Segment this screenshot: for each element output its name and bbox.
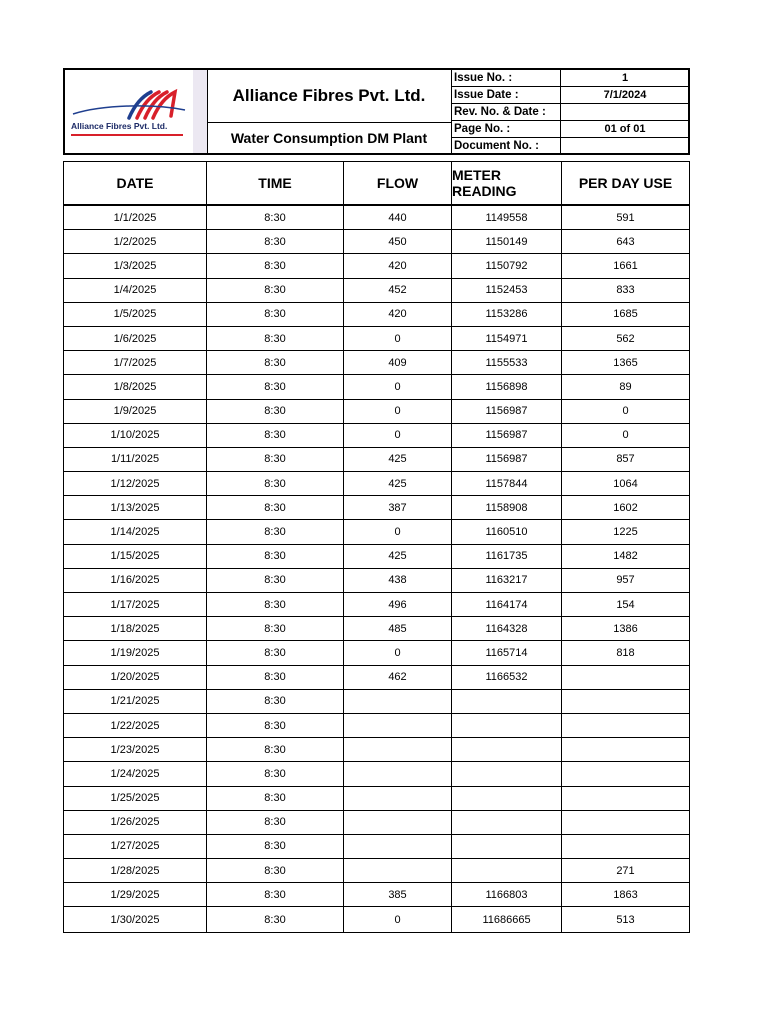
table-cell: 1163217: [452, 569, 562, 592]
table-row: [64, 907, 689, 931]
table-cell: [344, 738, 452, 761]
table-cell: 1/8/2025: [64, 375, 207, 398]
water-consumption-table: [63, 161, 690, 933]
table-cell: 89: [619, 380, 632, 393]
table-cell: 643: [616, 235, 635, 248]
table-cell: 1/7/2025: [64, 351, 207, 374]
table-row: [64, 787, 689, 811]
table-cell: 1/15/2025: [64, 545, 207, 568]
table-row: [64, 762, 689, 786]
table-cell: 0: [622, 405, 629, 418]
table-cell: 8:30: [207, 666, 344, 689]
table-cell: 496: [344, 593, 452, 616]
table-row: [64, 738, 689, 762]
table-cell: 8:30: [207, 859, 344, 882]
table-cell: 1156987: [452, 400, 562, 423]
table-cell: 1/29/2025: [64, 883, 207, 906]
table-cell: 1164328: [452, 617, 562, 640]
table-cell: 0: [344, 375, 452, 398]
table-cell: 8:30: [207, 617, 344, 640]
table-cell: 8:30: [207, 593, 344, 616]
table-cell: 8:30: [207, 351, 344, 374]
table-cell: 452: [344, 279, 452, 302]
table-cell: 1/12/2025: [64, 472, 207, 495]
table-cell: [452, 859, 562, 882]
table-cell: 833: [616, 284, 635, 297]
table-cell: 1/25/2025: [64, 787, 207, 810]
table-cell: 1/10/2025: [64, 424, 207, 447]
table-cell: 1/6/2025: [64, 327, 207, 350]
table-row: [64, 617, 689, 641]
table-cell: 0: [622, 429, 629, 442]
table-cell: 0: [344, 424, 452, 447]
table-cell: 8:30: [207, 327, 344, 350]
meta-value: [561, 138, 689, 153]
table-row: [64, 811, 689, 835]
table-cell: 857: [616, 453, 635, 466]
table-cell: 1064: [613, 477, 638, 490]
table-cell: 420: [344, 254, 452, 277]
table-cell: 1/14/2025: [64, 520, 207, 543]
table-cell: [562, 787, 689, 810]
table-cell: 409: [344, 351, 452, 374]
table-row: [64, 835, 689, 859]
meta-label: Issue Date :: [452, 87, 561, 103]
table-cell: 387: [344, 496, 452, 519]
table-cell: [452, 835, 562, 858]
table-cell: [344, 762, 452, 785]
table-cell: 8:30: [207, 424, 344, 447]
table-cell: 562: [616, 332, 635, 345]
table-cell: [562, 835, 689, 858]
table-cell: 1661: [613, 259, 638, 272]
table-cell: [562, 811, 689, 834]
company-logo: [65, 70, 193, 153]
table-cell: 1/21/2025: [64, 690, 207, 713]
table-cell: 1156987: [452, 448, 562, 471]
table-cell: 0: [344, 400, 452, 423]
table-row: [64, 303, 689, 327]
table-cell: 0: [344, 520, 452, 543]
table-row: [64, 593, 689, 617]
table-cell: 8:30: [207, 206, 344, 229]
table-row: [64, 254, 689, 278]
table-cell: 1602: [613, 501, 638, 514]
table-cell: 438: [344, 569, 452, 592]
table-cell: 818: [616, 646, 635, 659]
table-row: [64, 545, 689, 569]
table-cell: [452, 811, 562, 834]
table-row: [64, 472, 689, 496]
table-cell: [452, 690, 562, 713]
table-cell: [452, 738, 562, 761]
table-row: [64, 714, 689, 738]
table-cell: [344, 787, 452, 810]
meta-row: [452, 104, 689, 121]
table-cell: 1386: [613, 622, 638, 635]
table-cell: 0: [344, 907, 452, 931]
table-cell: 591: [616, 211, 635, 224]
table-cell: 1/4/2025: [64, 279, 207, 302]
table-cell: 8:30: [207, 303, 344, 326]
table-cell: 1482: [613, 550, 638, 563]
table-cell: 8:30: [207, 883, 344, 906]
table-cell: [452, 762, 562, 785]
table-cell: [562, 690, 689, 713]
table-header: [64, 162, 689, 206]
table-cell: 1166532: [452, 666, 562, 689]
meta-value: [561, 104, 689, 120]
table-cell: 1/3/2025: [64, 254, 207, 277]
table-cell: 1/27/2025: [64, 835, 207, 858]
table-cell: 385: [344, 883, 452, 906]
table-cell: 1166803: [452, 883, 562, 906]
meta-row: [452, 87, 689, 104]
table-cell: 8:30: [207, 738, 344, 761]
table-cell: 1/28/2025: [64, 859, 207, 882]
table-cell: 8:30: [207, 230, 344, 253]
table-cell: 425: [344, 448, 452, 471]
table-cell: 1153286: [452, 303, 562, 326]
column-header: FLOW: [344, 162, 452, 204]
table-row: [64, 230, 689, 254]
table-row: [64, 690, 689, 714]
table-cell: 1/11/2025: [64, 448, 207, 471]
table-cell: 8:30: [207, 835, 344, 858]
table-row: [64, 424, 689, 448]
table-cell: 8:30: [207, 520, 344, 543]
table-cell: 8:30: [207, 641, 344, 664]
column-header: DATE: [64, 162, 207, 204]
table-body: [64, 206, 689, 932]
table-cell: 513: [616, 913, 635, 926]
table-cell: 1/18/2025: [64, 617, 207, 640]
table-cell: 8:30: [207, 496, 344, 519]
table-cell: [344, 859, 452, 882]
column-header: METER READING: [452, 162, 562, 204]
table-cell: 425: [344, 472, 452, 495]
table-cell: 1365: [613, 356, 638, 369]
table-cell: 1/22/2025: [64, 714, 207, 737]
logo-shade: [193, 70, 207, 153]
table-cell: 1160510: [452, 520, 562, 543]
table-cell: 8:30: [207, 400, 344, 423]
table-cell: 440: [344, 206, 452, 229]
table-cell: 425: [344, 545, 452, 568]
table-cell: 420: [344, 303, 452, 326]
meta-row: [452, 70, 689, 87]
table-cell: 1/17/2025: [64, 593, 207, 616]
table-cell: 1/23/2025: [64, 738, 207, 761]
table-cell: 957: [616, 574, 635, 587]
table-row: [64, 520, 689, 544]
table-cell: 8:30: [207, 714, 344, 737]
meta-row: [452, 138, 689, 153]
table-row: [64, 496, 689, 520]
table-cell: 8:30: [207, 472, 344, 495]
table-cell: 271: [616, 864, 635, 877]
meta-label: Document No. :: [452, 138, 561, 153]
table-row: [64, 375, 689, 399]
table-cell: 8:30: [207, 787, 344, 810]
table-cell: 1156987: [452, 424, 562, 447]
table-cell: 1157844: [452, 472, 562, 495]
table-row: [64, 859, 689, 883]
table-cell: 8:30: [207, 762, 344, 785]
table-cell: [344, 811, 452, 834]
table-cell: [344, 690, 452, 713]
table-cell: [562, 714, 689, 737]
column-header: TIME: [207, 162, 344, 204]
table-cell: 1156898: [452, 375, 562, 398]
meta-label: Rev. No. & Date :: [452, 104, 561, 120]
table-cell: 1/26/2025: [64, 811, 207, 834]
table-cell: 8:30: [207, 375, 344, 398]
table-cell: [562, 666, 689, 689]
table-cell: 1164174: [452, 593, 562, 616]
table-cell: 1685: [613, 308, 638, 321]
document-meta: [451, 70, 689, 153]
meta-label: Page No. :: [452, 121, 561, 137]
document-header: [63, 68, 690, 155]
meta-row: [452, 121, 689, 138]
meta-value: 01 of 01: [604, 123, 646, 135]
table-cell: 0: [344, 327, 452, 350]
table-cell: 154: [616, 598, 635, 611]
table-cell: 1149558: [452, 206, 562, 229]
table-cell: 450: [344, 230, 452, 253]
table-row: [64, 569, 689, 593]
table-cell: 1/1/2025: [64, 206, 207, 229]
table-cell: 1155533: [452, 351, 562, 374]
table-cell: 1225: [613, 526, 638, 539]
table-cell: [562, 738, 689, 761]
document-title: Water Consumption DM Plant: [230, 129, 428, 146]
column-header: PER DAY USE: [578, 175, 673, 191]
table-cell: 8:30: [207, 545, 344, 568]
table-cell: 8:30: [207, 448, 344, 471]
company-name: Alliance Fibres Pvt. Ltd.: [207, 70, 451, 123]
table-cell: [344, 835, 452, 858]
table-cell: 1/30/2025: [64, 907, 207, 931]
table-row: [64, 206, 689, 230]
table-cell: [452, 787, 562, 810]
meta-value: 7/1/2024: [603, 89, 647, 101]
meta-value: 1: [621, 72, 629, 84]
meta-label: Issue No. :: [452, 70, 561, 86]
table-cell: 1/24/2025: [64, 762, 207, 785]
table-cell: 1/20/2025: [64, 666, 207, 689]
table-cell: [452, 714, 562, 737]
table-cell: 8:30: [207, 811, 344, 834]
table-cell: 1161735: [452, 545, 562, 568]
logo-cell: [65, 70, 208, 153]
table-cell: 1165714: [452, 641, 562, 664]
table-cell: 8:30: [207, 569, 344, 592]
table-cell: 0: [344, 641, 452, 664]
table-row: [64, 400, 689, 424]
table-cell: [562, 762, 689, 785]
table-cell: 1150792: [452, 254, 562, 277]
table-row: [64, 641, 689, 665]
table-row: [64, 351, 689, 375]
table-row: [64, 327, 689, 351]
table-cell: 1/13/2025: [64, 496, 207, 519]
table-cell: 1150149: [452, 230, 562, 253]
table-cell: 1/19/2025: [64, 641, 207, 664]
table-cell: 8:30: [207, 690, 344, 713]
table-cell: 8:30: [207, 907, 344, 931]
table-row: [64, 448, 689, 472]
table-cell: 485: [344, 617, 452, 640]
table-row: [64, 883, 689, 907]
table-cell: 1/9/2025: [64, 400, 207, 423]
table-cell: 1/16/2025: [64, 569, 207, 592]
table-cell: 1/5/2025: [64, 303, 207, 326]
table-cell: 1158908: [452, 496, 562, 519]
table-cell: 462: [344, 666, 452, 689]
table-row: [64, 666, 689, 690]
table-cell: 8:30: [207, 254, 344, 277]
logo-text: Alliance Fibres Pvt. Ltd.: [71, 121, 168, 131]
table-cell: [344, 714, 452, 737]
table-cell: 1154971: [452, 327, 562, 350]
table-cell: 11686665: [452, 907, 562, 931]
table-cell: 1863: [613, 888, 638, 901]
table-cell: 1/2/2025: [64, 230, 207, 253]
table-cell: 8:30: [207, 279, 344, 302]
table-row: [64, 279, 689, 303]
table-cell: 1152453: [452, 279, 562, 302]
